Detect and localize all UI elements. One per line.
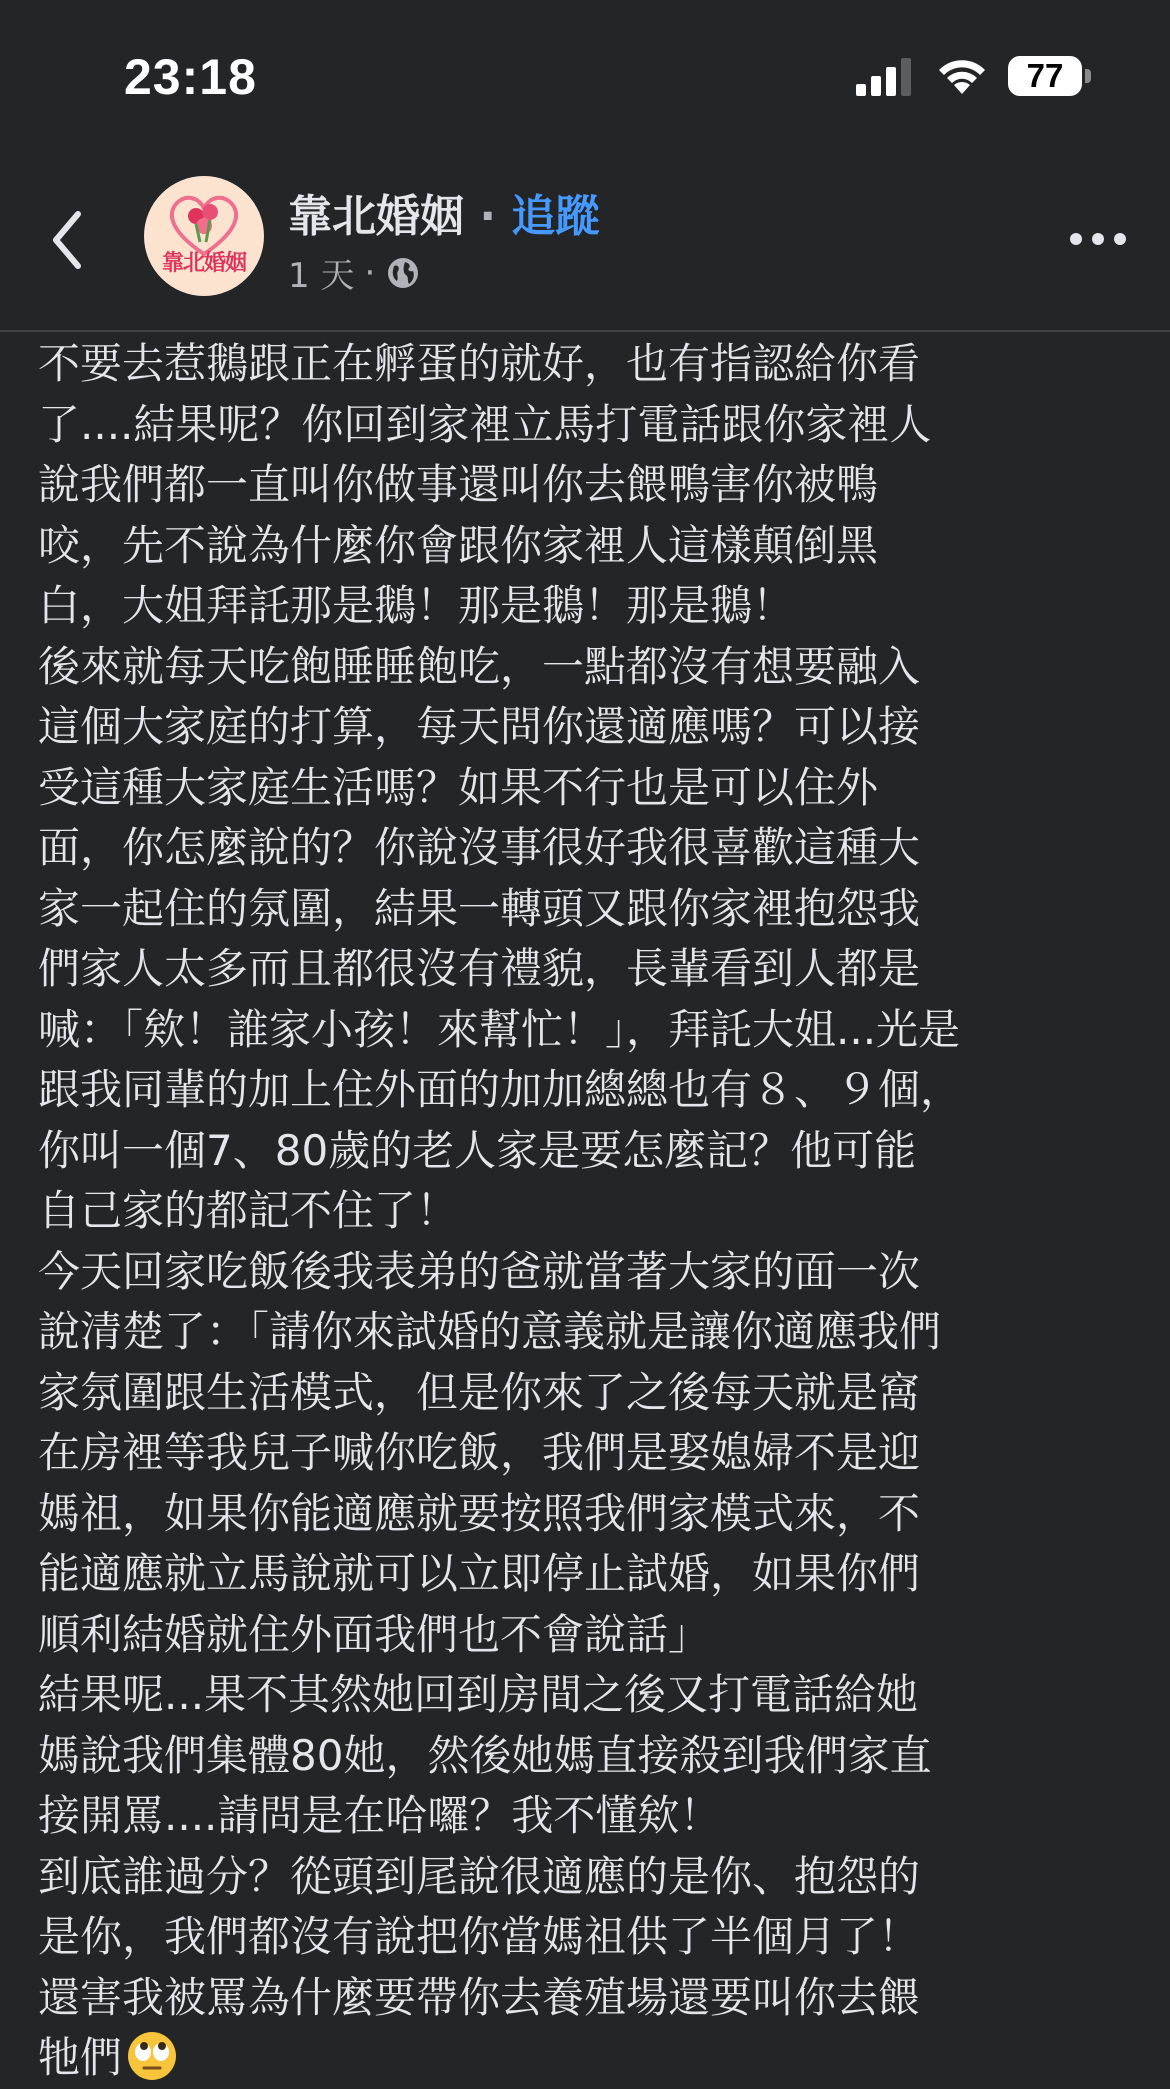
post-text-line: 們家人太多而且都很沒有禮貌，長輩看到人都是 [38, 944, 921, 993]
post-header [0, 150, 1170, 332]
status-time: 23:18 [124, 49, 257, 105]
post-text-line: 是你，我們都沒有說把你當媽祖供了半個月了！ [38, 1912, 921, 1961]
page-name-row [288, 180, 599, 244]
status-bar [0, 0, 1170, 150]
page-name[interactable]: 靠北婚姻 [288, 191, 464, 242]
post-body [38, 334, 1138, 2089]
post-text-line: 媽祖，如果你能適應就要按照我們家模式來，不 [38, 1488, 921, 1538]
post-text-line: 面，你怎麼說的？你說沒事很好我很喜歡這種大 [38, 823, 921, 872]
post-text-tail: 牠們 [38, 2033, 123, 2082]
more-horizontal-icon[interactable] [1066, 224, 1130, 254]
wifi-icon [934, 54, 990, 96]
avatar[interactable] [144, 176, 264, 296]
post-text-line: 喊：「欸！誰家小孩！來幫忙！」，拜託大姐...光是 [38, 1004, 961, 1054]
face-with-rolling-eyes-icon [126, 2030, 178, 2082]
post-text-line: 家一起住的氛圍，結果一轉頭又跟你家裡抱怨我 [38, 883, 921, 933]
post-text-line: 了....結果呢？你回到家裡立馬打電話跟你家裡人 [38, 399, 932, 449]
post-text-line: 順利結婚就住外面我們也不會說話」 [38, 1609, 711, 1659]
post-text-line: 能適應就立馬說就可以立即停止試婚，如果你們 [38, 1549, 921, 1598]
follow-button[interactable]: 追蹤 [511, 191, 600, 242]
post-text-line: 接開罵....請問是在哈囉？我不懂欸！ [38, 1791, 722, 1840]
post-text-line: 還害我被罵為什麼要帶你去養殖場還要叫你去餵 [38, 1972, 921, 2022]
post-text-line: 受這種大家庭生活嗎？如果不行也是可以住外 [38, 762, 879, 812]
post-text-line: 到底誰過分？從頭到尾說很適應的是你、抱怨的 [38, 1851, 921, 1901]
battery-level: 77 [1008, 56, 1082, 96]
post-text-line: 後來就每天吃飽睡睡飽吃，一點都沒有想要融入 [38, 641, 921, 691]
post-text-line: 說我們都一直叫你做事還叫你去餵鴨害你被鴨 [38, 460, 879, 509]
post-text-line: 自己家的都記不住了！ [38, 1186, 459, 1235]
meta-separator: · [364, 252, 376, 293]
post-timestamp[interactable]: 1 天 [288, 256, 355, 296]
post-text-line: 不要去惹鵝跟正在孵蛋的就好，也有指認給你看 [38, 339, 921, 388]
chevron-left-icon[interactable] [40, 200, 100, 280]
post-text-line: 說清楚了：「請你來試婚的意義就是讓你適應我們 [38, 1307, 942, 1356]
heart-flower-logo-icon [144, 176, 264, 296]
post-text-line: 你叫一個7、80歲的老人家是要怎麼記？他可能 [38, 1125, 917, 1175]
post-text-line: 媽說我們集體80她，然後她媽直接殺到我們家直 [38, 1730, 932, 1780]
post-text-line: 白，大姐拜託那是鵝！那是鵝！那是鵝！ [38, 581, 795, 630]
post-text-line: 跟我同輩的加上住外面的加加總總也有８、９個， [38, 1065, 963, 1114]
post-text-line: 今天回家吃飯後我表弟的爸就當著大家的面一次 [38, 1246, 921, 1296]
avatar-logo-text: 靠北婚姻 [161, 251, 246, 276]
battery-cap [1085, 69, 1091, 83]
post-text-line: 這個大家庭的打算，每天問你還適應嗎？可以接 [38, 702, 921, 751]
post-text-line: 家氛圍跟生活模式，但是你來了之後每天就是窩 [38, 1367, 921, 1417]
post-text-line: 在房裡等我兒子喊你吃飯，我們是娶媳婦不是迎 [38, 1428, 921, 1477]
post-text-line: 結果呢...果不其然她回到房間之後又打電話給她 [38, 1670, 919, 1719]
cellular-signal-icon [856, 58, 914, 96]
battery-indicator [1008, 56, 1092, 96]
globe-icon [385, 255, 421, 291]
post-text-line: 咬，先不說為什麼你會跟你家裡人這樣顛倒黑 [38, 520, 879, 570]
name-separator: · [464, 191, 512, 242]
post-text-line-last [38, 2028, 1138, 2089]
post-meta [288, 248, 421, 297]
